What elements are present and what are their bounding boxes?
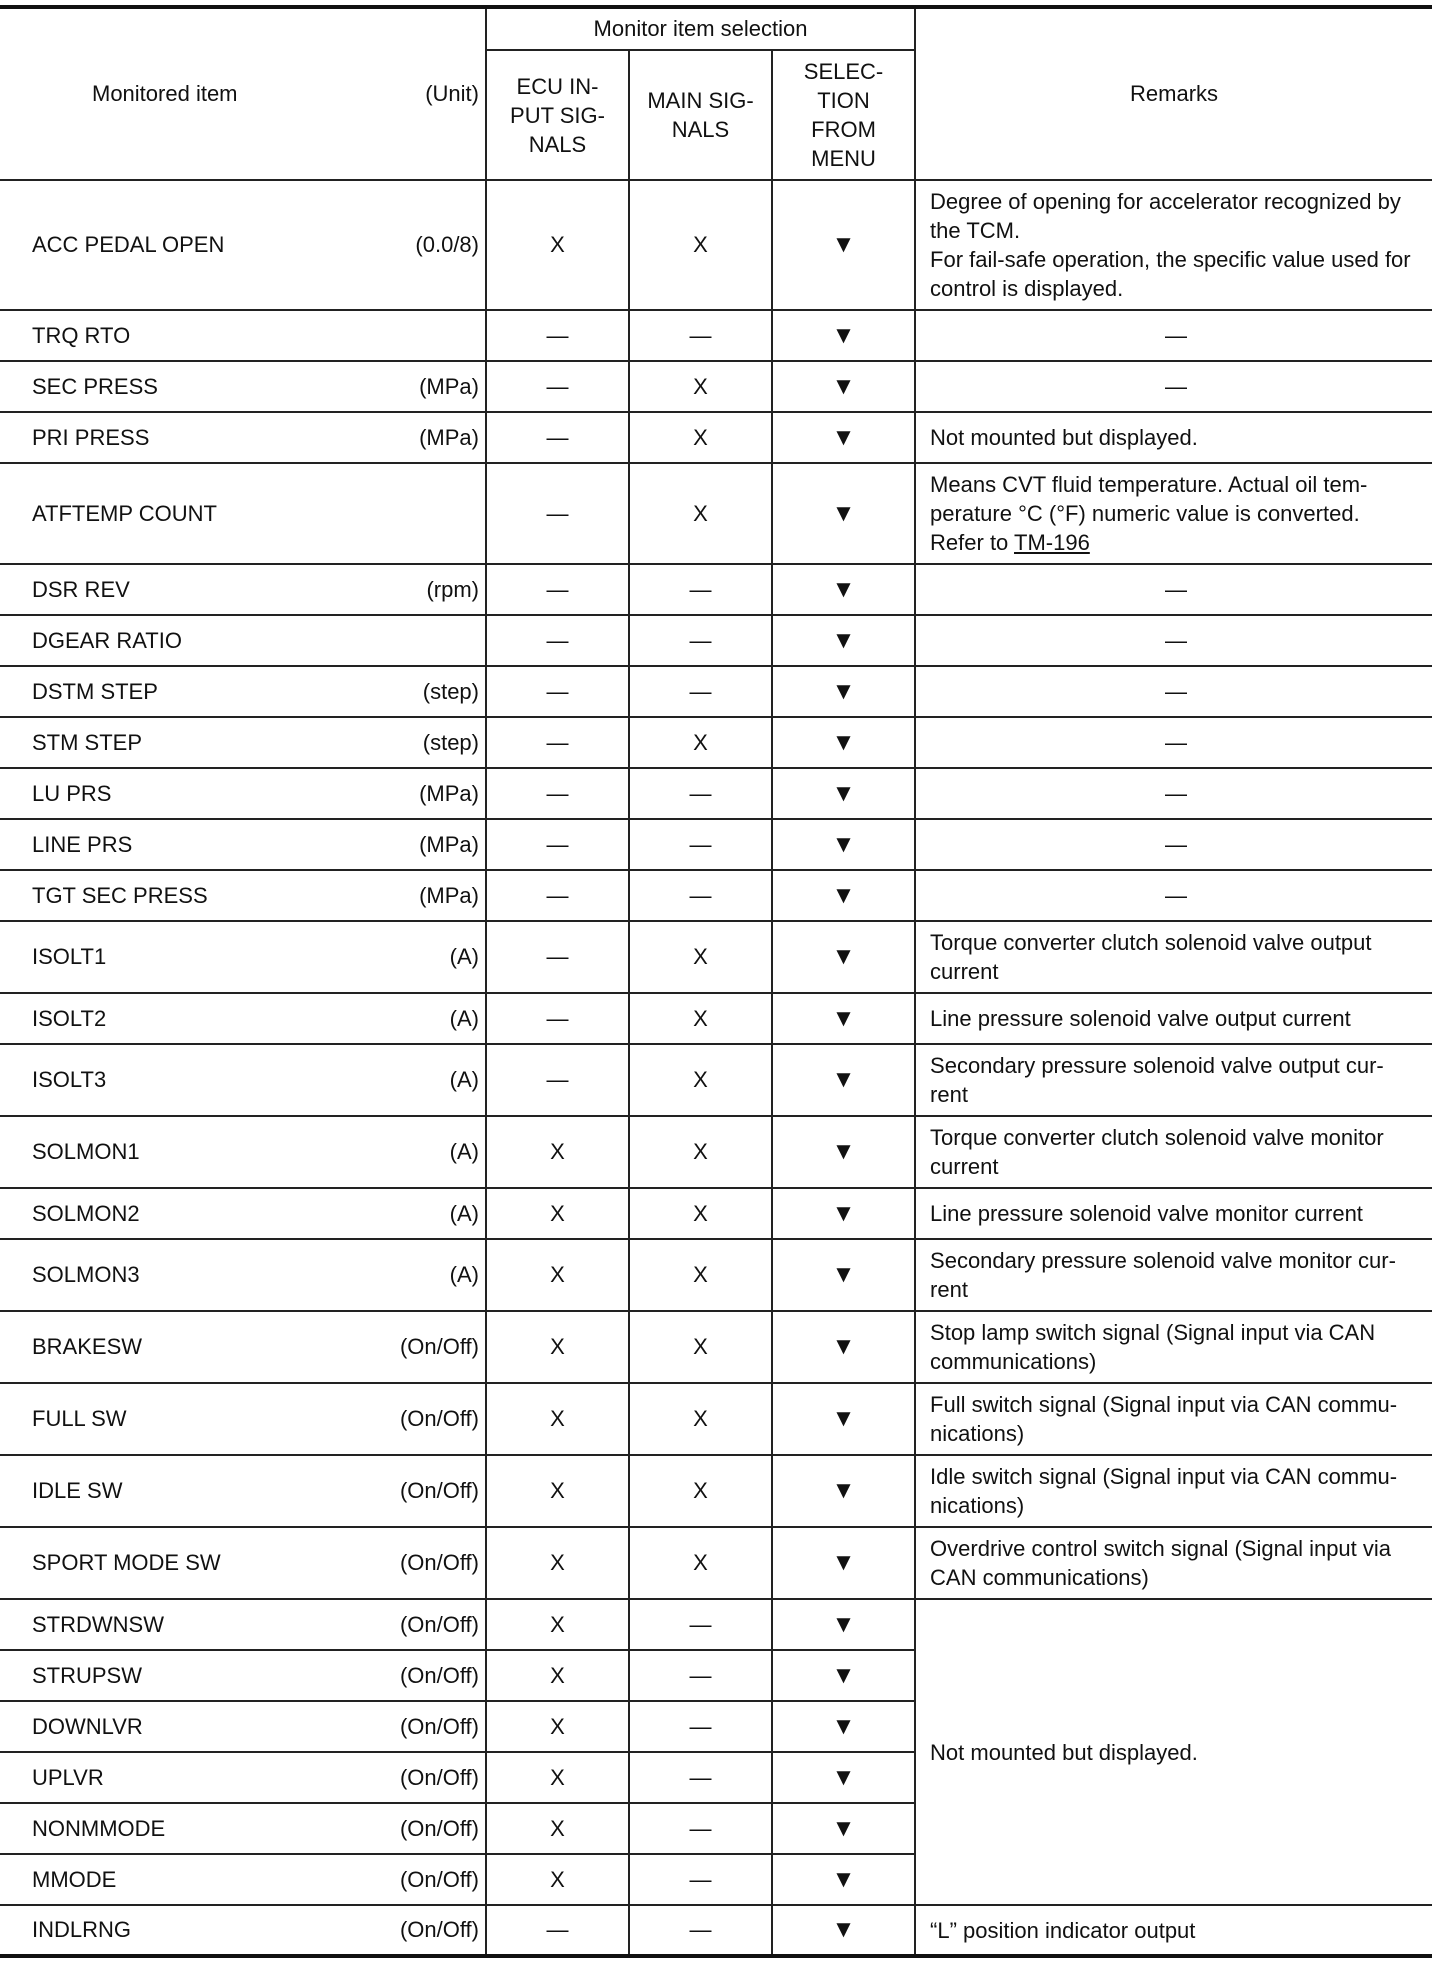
ecu-input-cell: X (486, 1116, 629, 1188)
selection-menu-cell: ▼ (772, 1803, 915, 1854)
monitored-item-cell (0, 1854, 486, 1905)
main-signals-cell: X (629, 921, 772, 993)
remarks-cell (915, 1905, 1432, 1956)
ecu-input-cell: — (486, 615, 629, 666)
item-unit: (step) (422, 678, 479, 704)
item-name: SOLMON1 (32, 1139, 140, 1164)
main-signals-cell: X (629, 1188, 772, 1239)
selection-menu-cell: ▼ (772, 870, 915, 921)
remarks-cell (915, 1455, 1432, 1527)
ecu-input-cell: X (486, 1650, 629, 1701)
remarks-text: — (1165, 323, 1188, 348)
main-signals-cell: X (629, 1383, 772, 1455)
main-signals-cell: X (629, 180, 772, 310)
main-signals-cell: — (629, 1701, 772, 1752)
ecu-input-cell: X (486, 1188, 629, 1239)
remarks-cell (915, 1311, 1432, 1383)
ecu-input-cell: — (486, 412, 629, 463)
table-row (0, 564, 1432, 615)
item-name: TGT SEC PRESS (32, 882, 208, 908)
item-name: IDLE SW (32, 1478, 123, 1503)
table-row (0, 1116, 1432, 1188)
selection-menu-cell: ▼ (772, 921, 915, 993)
remarks-text: Torque converter clutch solenoid valve monitor current (930, 1125, 1384, 1179)
monitored-item-cell (0, 615, 486, 666)
header-unit-label: (Unit) (425, 81, 479, 106)
ecu-input-cell: — (486, 564, 629, 615)
monitored-item-cell (0, 1044, 486, 1116)
table-row (0, 1311, 1432, 1383)
item-name: ATFTEMP COUNT (32, 500, 217, 526)
main-signals-cell: — (629, 1854, 772, 1905)
remarks-text: — (1165, 730, 1188, 755)
item-name: SPORT MODE SW (32, 1550, 221, 1575)
ecu-input-cell: X (486, 1701, 629, 1752)
item-unit: (On/Off) (399, 1764, 479, 1790)
remarks-cell (915, 1188, 1432, 1239)
ecu-input-cell: X (486, 1239, 629, 1311)
remarks-cell (915, 463, 1432, 564)
remarks-cell (915, 1599, 1432, 1905)
header-monitored-item (0, 7, 486, 180)
main-signals-cell: X (629, 993, 772, 1044)
monitored-item-cell (0, 717, 486, 768)
selection-menu-cell: ▼ (772, 1650, 915, 1701)
ecu-input-cell: X (486, 1383, 629, 1455)
monitored-item-cell (0, 1905, 486, 1956)
main-signals-cell: — (629, 564, 772, 615)
main-signals-cell: — (629, 1650, 772, 1701)
remarks-text: — (1165, 679, 1188, 704)
item-unit: (On/Off) (399, 1406, 479, 1431)
item-unit: (On/Off) (399, 1713, 479, 1739)
remarks-text: Means CVT fluid temperature. Actual oil tem- perature °C (°F) numeric value is converted. Refer to (930, 472, 1368, 555)
selection-menu-cell: ▼ (772, 717, 915, 768)
monitored-item-cell (0, 1752, 486, 1803)
selection-menu-cell: ▼ (772, 1701, 915, 1752)
remarks-cell (915, 1116, 1432, 1188)
selection-menu-cell: ▼ (772, 819, 915, 870)
monitored-item-cell (0, 819, 486, 870)
monitored-item-cell (0, 463, 486, 564)
monitored-item-cell (0, 870, 486, 921)
item-name: BRAKESW (32, 1334, 143, 1359)
ecu-input-cell: X (486, 1455, 629, 1527)
remarks-cell (915, 1239, 1432, 1311)
main-signals-cell: — (629, 666, 772, 717)
remarks-text: — (1165, 374, 1188, 399)
item-unit: (A) (449, 944, 479, 969)
main-signals-cell: — (629, 1599, 772, 1650)
item-unit: (A) (449, 1067, 479, 1092)
table-row (0, 463, 1432, 564)
item-unit: (A) (449, 1139, 479, 1164)
main-signals-cell: X (629, 1311, 772, 1383)
selection-menu-cell: ▼ (772, 1599, 915, 1650)
selection-menu-cell: ▼ (772, 1905, 915, 1956)
item-unit: (On/Off) (399, 1815, 479, 1841)
item-unit: (MPa) (419, 780, 479, 806)
remarks-text: Idle switch signal (Signal input via CAN commu- nications) (930, 1464, 1398, 1518)
monitored-item-cell (0, 1239, 486, 1311)
table-row (0, 717, 1432, 768)
selection-menu-cell: ▼ (772, 564, 915, 615)
header-monitor-selection: Monitor item selection (486, 7, 915, 50)
table-row (0, 1383, 1432, 1455)
monitored-item-cell (0, 1188, 486, 1239)
selection-menu-cell: ▼ (772, 361, 915, 412)
table-row (0, 1239, 1432, 1311)
ecu-input-cell: — (486, 921, 629, 993)
monitored-item-cell (0, 1599, 486, 1650)
monitored-item-cell (0, 564, 486, 615)
ecu-input-cell: — (486, 717, 629, 768)
selection-menu-cell: ▼ (772, 180, 915, 310)
remarks-cell (915, 921, 1432, 993)
item-name: INDLRNG (32, 1917, 132, 1942)
main-signals-cell: X (629, 463, 772, 564)
ecu-input-cell: — (486, 1044, 629, 1116)
main-signals-cell: X (629, 361, 772, 412)
item-name: PRI PRESS (32, 424, 150, 450)
selection-menu-cell: ▼ (772, 463, 915, 564)
header-ecu-input (486, 50, 629, 180)
remarks-text: Not mounted but displayed. (930, 425, 1198, 450)
selection-menu-cell: ▼ (772, 1311, 915, 1383)
remarks-text: Secondary pressure solenoid valve output cur- rent (930, 1053, 1384, 1107)
item-name: MMODE (32, 1866, 117, 1892)
reference-link[interactable]: TM-196 (1014, 530, 1090, 555)
table-row (0, 1188, 1432, 1239)
remarks-cell (915, 564, 1432, 615)
main-signals-cell: — (629, 615, 772, 666)
item-name: SOLMON2 (32, 1200, 140, 1226)
selection-menu-cell: ▼ (772, 1116, 915, 1188)
item-name: SOLMON3 (32, 1262, 140, 1287)
selection-menu-cell: ▼ (772, 1188, 915, 1239)
remarks-text: Torque converter clutch solenoid valve output current (930, 930, 1372, 984)
remarks-text: Degree of opening for accelerator recognized by the TCM. For fail-safe operation, the specific value used for control is displayed. (930, 189, 1411, 301)
main-signals-cell: — (629, 819, 772, 870)
remarks-cell (915, 310, 1432, 361)
item-name: SEC PRESS (32, 373, 158, 399)
table-row (0, 310, 1432, 361)
ecu-input-cell: — (486, 768, 629, 819)
item-unit: (A) (449, 1200, 479, 1226)
monitored-item-cell (0, 180, 486, 310)
selection-menu-cell: ▼ (772, 1239, 915, 1311)
selection-menu-cell: ▼ (772, 412, 915, 463)
remarks-text: Line pressure solenoid valve output current (930, 1006, 1351, 1031)
monitored-item-cell (0, 666, 486, 717)
remarks-cell (915, 717, 1432, 768)
monitored-item-cell (0, 768, 486, 819)
monitored-item-cell (0, 1803, 486, 1854)
table-row (0, 180, 1432, 310)
table-row (0, 1527, 1432, 1599)
item-name: ISOLT1 (32, 944, 107, 969)
item-name: FULL SW (32, 1406, 127, 1431)
remarks-cell (915, 993, 1432, 1044)
selection-menu-cell: ▼ (772, 310, 915, 361)
item-name: LU PRS (32, 780, 112, 806)
item-unit: (MPa) (419, 882, 479, 908)
remarks-text: Stop lamp switch signal (Signal input via CAN communications) (930, 1320, 1376, 1374)
item-name: DOWNLVR (32, 1713, 143, 1739)
selection-menu-cell: ▼ (772, 1527, 915, 1599)
table-row (0, 1905, 1432, 1956)
item-unit: (step) (422, 729, 479, 755)
selection-menu-cell: ▼ (772, 1044, 915, 1116)
header-selection-menu (772, 50, 915, 180)
item-unit: (On/Off) (399, 1866, 479, 1892)
ecu-input-cell: — (486, 666, 629, 717)
header-main-signals (629, 50, 772, 180)
ecu-input-cell: — (486, 819, 629, 870)
header-remarks: Remarks (915, 7, 1432, 180)
item-unit: (A) (449, 1262, 479, 1287)
remarks-cell (915, 870, 1432, 921)
ecu-input-cell: — (486, 463, 629, 564)
item-name: DGEAR RATIO (32, 627, 182, 653)
monitored-item-cell (0, 412, 486, 463)
monitored-item-cell (0, 310, 486, 361)
item-name: TRQ RTO (32, 322, 131, 348)
table-row (0, 870, 1432, 921)
remarks-text: — (1165, 628, 1188, 653)
remarks-text: “L” position indicator output (930, 1917, 1196, 1943)
remarks-text: — (1165, 781, 1188, 806)
selection-menu-cell: ▼ (772, 615, 915, 666)
item-unit: (On/Off) (399, 1334, 479, 1359)
item-unit: (A) (449, 1005, 479, 1031)
item-name: STRUPSW (32, 1662, 142, 1688)
main-signals-cell: — (629, 1803, 772, 1854)
remarks-text: Not mounted but displayed. (930, 1739, 1198, 1765)
monitored-item-cell (0, 1527, 486, 1599)
item-name: ISOLT3 (32, 1067, 107, 1092)
main-signals-cell: X (629, 1455, 772, 1527)
remarks-text: Secondary pressure solenoid valve monitor cur- rent (930, 1248, 1396, 1302)
monitored-item-cell (0, 1701, 486, 1752)
ecu-input-cell: — (486, 310, 629, 361)
remarks-text: Full switch signal (Signal input via CAN commu- nications) (930, 1392, 1398, 1446)
main-signals-cell: X (629, 1527, 772, 1599)
item-name: ISOLT2 (32, 1005, 107, 1031)
item-name: DSR REV (32, 576, 130, 602)
remarks-cell (915, 1383, 1432, 1455)
monitored-item-cell (0, 1311, 486, 1383)
table-row (0, 361, 1432, 412)
header-main-signals-label: MAIN SIG- NALS (647, 88, 754, 142)
main-signals-cell: — (629, 870, 772, 921)
item-unit: (On/Off) (399, 1662, 479, 1688)
monitor-table-container (0, 5, 1432, 1958)
header-selection-menu-label: SELEC- TION FROM MENU (803, 59, 884, 171)
remarks-text: — (1165, 577, 1188, 602)
item-unit: (rpm) (426, 576, 479, 602)
main-signals-cell: X (629, 717, 772, 768)
remarks-cell (915, 666, 1432, 717)
selection-menu-cell: ▼ (772, 1752, 915, 1803)
table-row (0, 819, 1432, 870)
main-signals-cell: — (629, 1752, 772, 1803)
table-row (0, 1599, 1432, 1650)
item-unit: (On/Off) (399, 1611, 479, 1637)
item-unit: (On/Off) (399, 1478, 479, 1503)
main-signals-cell: X (629, 1044, 772, 1116)
monitored-item-cell (0, 921, 486, 993)
selection-menu-cell: ▼ (772, 1854, 915, 1905)
table-row (0, 412, 1432, 463)
main-signals-cell: — (629, 1905, 772, 1956)
selection-menu-cell: ▼ (772, 666, 915, 717)
table-row (0, 666, 1432, 717)
ecu-input-cell: X (486, 1854, 629, 1905)
item-name: UPLVR (32, 1764, 104, 1790)
header-item-label: Monitored item (92, 81, 238, 106)
selection-menu-cell: ▼ (772, 768, 915, 819)
ecu-input-cell: — (486, 870, 629, 921)
ecu-input-cell: — (486, 361, 629, 412)
main-signals-cell: — (629, 768, 772, 819)
item-unit: (MPa) (419, 373, 479, 399)
remarks-cell (915, 1527, 1432, 1599)
ecu-input-cell: X (486, 1752, 629, 1803)
remarks-text: Line pressure solenoid valve monitor current (930, 1201, 1363, 1226)
item-name: LINE PRS (32, 831, 133, 857)
table-row (0, 768, 1432, 819)
main-signals-cell: — (629, 310, 772, 361)
item-name: DSTM STEP (32, 678, 158, 704)
main-signals-cell: X (629, 1116, 772, 1188)
selection-menu-cell: ▼ (772, 1455, 915, 1527)
monitored-item-cell (0, 993, 486, 1044)
remarks-text: — (1165, 832, 1188, 857)
ecu-input-cell: — (486, 1905, 629, 1956)
table-row (0, 615, 1432, 666)
ecu-input-cell: — (486, 993, 629, 1044)
ecu-input-cell: X (486, 180, 629, 310)
monitored-item-cell (0, 361, 486, 412)
item-unit: (0.0/8) (415, 232, 479, 257)
item-unit: (MPa) (419, 831, 479, 857)
selection-menu-cell: ▼ (772, 1383, 915, 1455)
table-row (0, 993, 1432, 1044)
item-name: STM STEP (32, 729, 143, 755)
item-unit: (MPa) (419, 424, 479, 450)
monitored-item-cell (0, 1383, 486, 1455)
main-signals-cell: X (629, 412, 772, 463)
monitored-item-cell (0, 1116, 486, 1188)
selection-menu-cell: ▼ (772, 993, 915, 1044)
ecu-input-cell: X (486, 1599, 629, 1650)
item-name: ACC PEDAL OPEN (32, 232, 225, 257)
item-name: NONMMODE (32, 1815, 166, 1841)
header-ecu-input-label: ECU IN- PUT SIG- NALS (510, 73, 605, 157)
remarks-cell (915, 361, 1432, 412)
ecu-input-cell: X (486, 1527, 629, 1599)
table-body (0, 180, 1432, 1956)
item-unit: (On/Off) (399, 1550, 479, 1575)
item-name: STRDWNSW (32, 1611, 164, 1637)
ecu-input-cell: X (486, 1803, 629, 1854)
main-signals-cell: X (629, 1239, 772, 1311)
remarks-cell (915, 819, 1432, 870)
monitored-item-cell (0, 1455, 486, 1527)
remarks-cell (915, 180, 1432, 310)
table-row (0, 1455, 1432, 1527)
ecu-input-cell: X (486, 1311, 629, 1383)
item-unit: (On/Off) (399, 1917, 479, 1942)
table-row (0, 1044, 1432, 1116)
monitored-item-cell (0, 1650, 486, 1701)
monitor-item-table (0, 5, 1432, 1958)
remarks-cell (915, 412, 1432, 463)
remarks-text: Overdrive control switch signal (Signal input via CAN communications) (930, 1536, 1392, 1590)
remarks-cell (915, 768, 1432, 819)
remarks-cell (915, 615, 1432, 666)
table-row (0, 921, 1432, 993)
remarks-text: — (1165, 883, 1188, 908)
remarks-cell (915, 1044, 1432, 1116)
